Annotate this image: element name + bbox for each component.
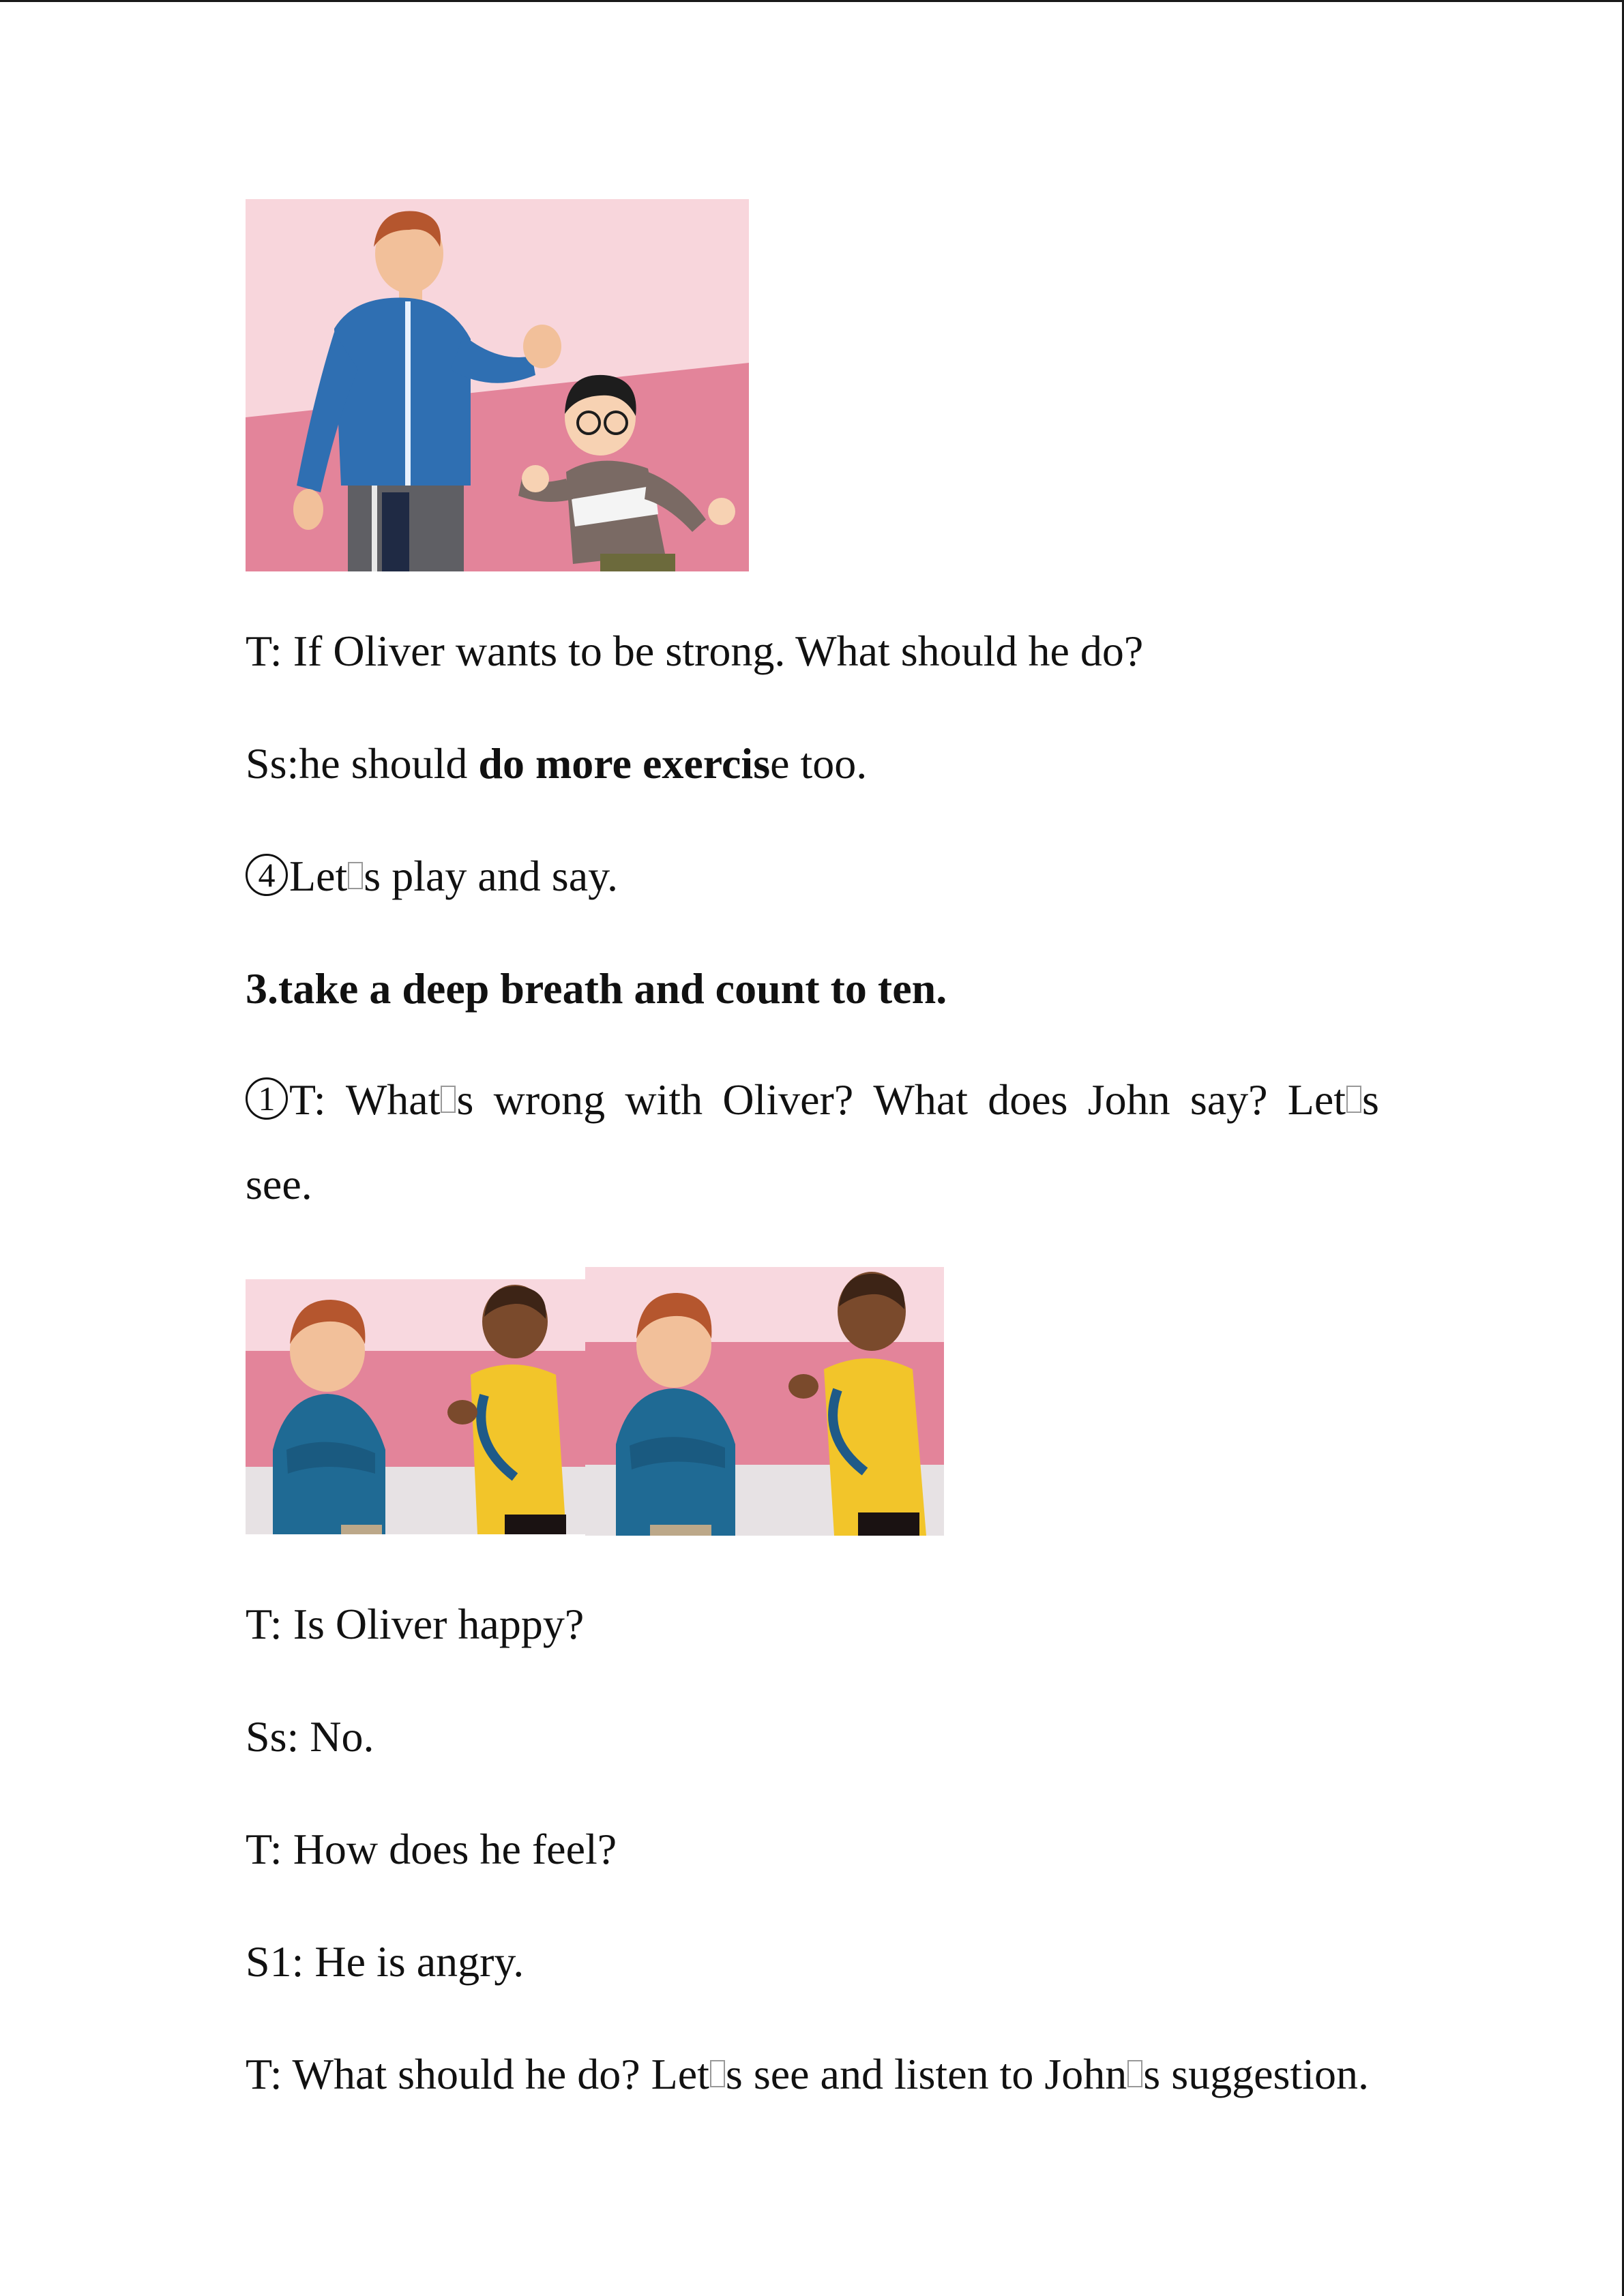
word: 1 T: [246, 1073, 326, 1127]
text-part: Let [289, 852, 348, 900]
paragraph-is-oliver-happy [246, 1597, 584, 1652]
text-part: T: What should he do? Let [246, 2050, 709, 2098]
paragraph-how-feel [246, 1822, 617, 1877]
paragraph-whats-wrong [246, 1073, 1379, 1127]
missing-glyph-box [441, 1086, 456, 1113]
text-prefix: Ss:he should [246, 739, 479, 788]
word: What [873, 1075, 969, 1124]
word: does [988, 1075, 1068, 1124]
text-part: s play and say. [364, 852, 618, 900]
paragraph-he-is-angry [246, 1935, 524, 1989]
word: John [1087, 1075, 1170, 1124]
text-suffix: e too. [770, 739, 868, 788]
word: What s [345, 1075, 474, 1124]
word: Oliver? [722, 1075, 854, 1124]
paragraph-oliver-strong [246, 624, 1143, 679]
paragraph-text: T: Is Oliver happy? [246, 1600, 585, 1648]
paragraph-text: see. [246, 1160, 312, 1208]
missing-glyph-box [1346, 1086, 1361, 1113]
oliver-angry-illustration-left [246, 1279, 585, 1534]
word: say? [1190, 1075, 1268, 1124]
circled-number: 1 [246, 1077, 288, 1120]
paragraph-text: S1: He is angry. [246, 1937, 525, 1986]
teacher-boy-illustration [246, 199, 749, 571]
paragraph-ss-no [246, 1710, 374, 1764]
paragraph-lets-play [246, 849, 618, 904]
missing-glyph-box [710, 2060, 725, 2087]
oliver-angry-illustration-right [585, 1267, 944, 1536]
text-part: s see and listen to John [725, 2050, 1127, 2098]
paragraph-text: T: If Oliver wants to be strong. What should he do? [246, 627, 1144, 675]
paragraph-johns-suggestion [246, 2047, 1369, 2102]
page-top-border [0, 0, 1624, 2]
paragraph-do-more-exercise [246, 736, 867, 791]
section-heading [246, 961, 947, 1016]
paragraph-text: T: How does he feel? [246, 1825, 617, 1873]
text-part: s suggestion. [1143, 2050, 1369, 2098]
paragraph-see [246, 1157, 312, 1212]
word: wrong [493, 1075, 606, 1124]
heading-text: 3.take a deep breath and count to ten. [246, 964, 947, 1013]
word: with [625, 1075, 703, 1124]
bold-phrase: do more exercis [478, 739, 771, 788]
paragraph-text: Ss: No. [246, 1712, 374, 1761]
word: Let s [1287, 1075, 1379, 1124]
missing-glyph-box [1127, 2060, 1142, 2087]
missing-glyph-box [348, 862, 363, 889]
circled-number: 4 [246, 854, 288, 896]
